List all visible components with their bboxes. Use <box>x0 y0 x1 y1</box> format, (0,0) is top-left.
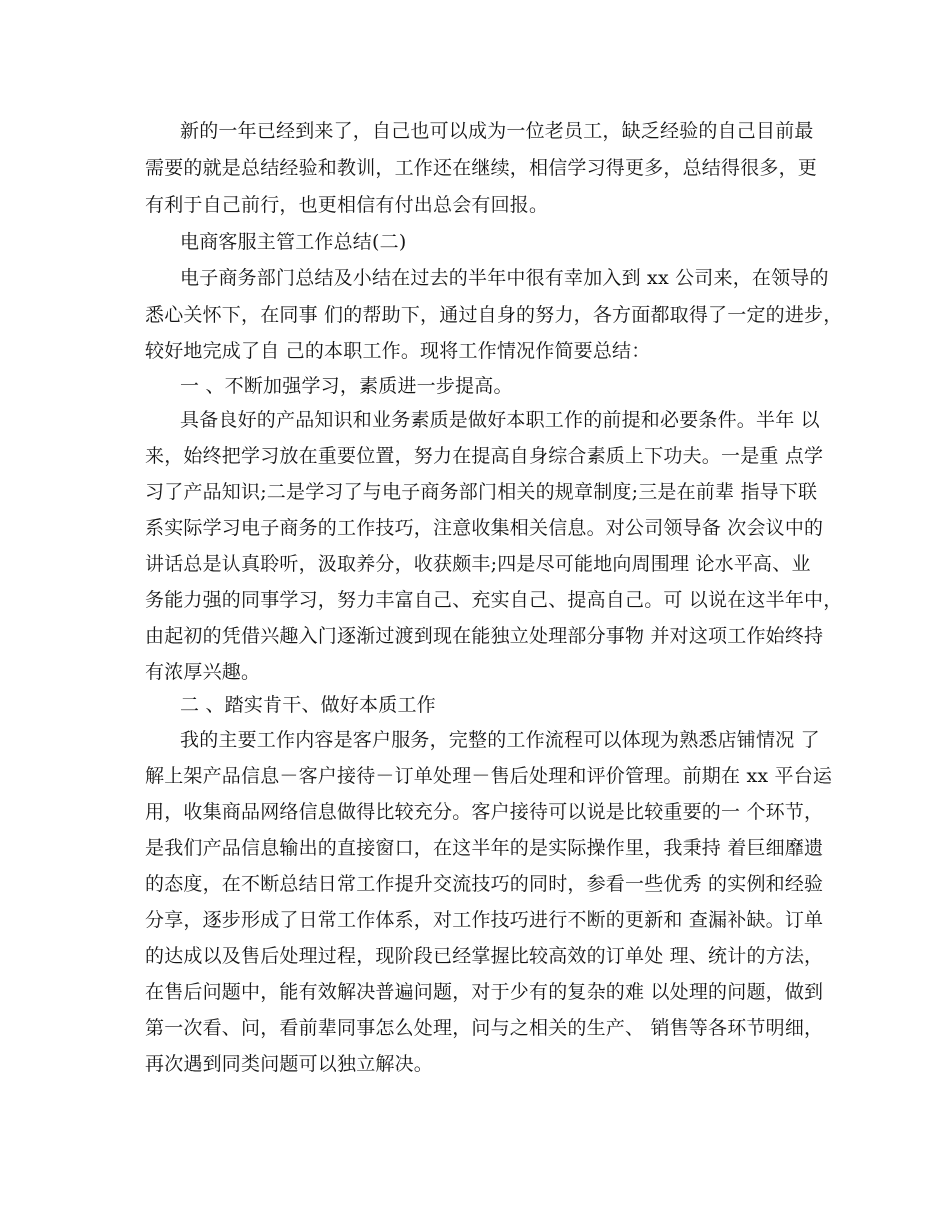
body-line-7: 较好地完成了自 己的本职工作。现将工作情况作简要总结： <box>145 340 651 362</box>
body-line-25: 在售后问题中，能有效解决普遍问题，对于少有的复杂的难 以处理的问题，做到 <box>145 981 824 1003</box>
subheading-1: 一 、不断加强学习，素质进一步提高。 <box>180 375 513 397</box>
body-line-21: 是我们产品信息输出的直接窗口，在这半年的是实际操作里，我秉持 着巨细靡遗 <box>145 837 824 859</box>
body-line-16: 有浓厚兴趣。 <box>145 661 261 683</box>
body-line-1: 新的一年已经到来了，自己也可以成为一位老员工，缺乏经验的自己目前最 <box>180 120 814 142</box>
body-line-19: 解上架产品信息－客户接待－订单处理－售后处理和评价管理。前期在 xx 平台运 <box>145 765 833 787</box>
subheading-2: 二 、踏实肯干、做好本质工作 <box>180 694 436 716</box>
body-line-22: 的态度，在不断总结日常工作提升交流技巧的同时，参看一些优秀 的实例和经验 <box>145 873 824 895</box>
body-line-6: 悉心关怀下，在同事 们的帮助下，通过自身的努力，各方面都取得了一定的进步， <box>145 304 843 326</box>
body-line-24: 的达成以及售后处理过程，现阶段已经掌握比较高效的订单处 理、统计的方法， <box>145 945 824 967</box>
body-line-27: 再次遇到同类问题可以独立解决。 <box>145 1053 434 1075</box>
body-line-10: 来，始终把学习放在重要位置，努力在提高自身综合素质上下功夫。一是重 点学 <box>145 445 824 467</box>
body-line-12: 系实际学习电子商务的工作技巧，注意收集相关信息。对公司领导备 次会议中的 <box>145 517 824 539</box>
body-line-20: 用，收集商品网络信息做得比较充分。客户接待可以说是比较重要的一 个环节， <box>145 801 824 823</box>
body-line-13: 讲话总是认真聆听，汲取养分，收获颇丰;四是尽可能地向周围理 论水平高、业 <box>145 553 811 575</box>
body-line-2: 需要的就是总结经验和教训，工作还在继续，相信学习得更多，总结得很多，更 <box>145 157 818 179</box>
body-line-14: 务能力强的同事学习，努力丰富自己、充实自己、提高自己。可 以说在这半年中， <box>145 589 843 611</box>
body-line-18: 我的主要工作内容是客户服务，完整的工作流程可以体现为熟悉店铺情况 了 <box>180 729 820 751</box>
body-line-11: 习了产品知识;二是学习了与电子商务部门相关的规章制度;三是在前辈 指导下联 <box>145 481 818 503</box>
body-line-26: 第一次看、问，看前辈同事怎么处理，问与之相关的生产、 销售等各环节明细， <box>145 1017 824 1039</box>
body-line-23: 分享，逐步形成了日常工作体系，对工作技巧进行不断的更新和 查漏补缺。订单 <box>145 909 824 931</box>
body-line-9: 具备良好的产品知识和业务素质是做好本职工作的前提和必要条件。半年 以 <box>180 409 820 431</box>
section-title: 电商客服主管工作总结(二) <box>180 231 407 253</box>
body-line-5: 电子商务部门总结及小结在过去的半年中很有幸加入到 xx 公司来，在领导的 <box>180 267 829 289</box>
body-line-15: 由起初的凭借兴趣入门逐渐过渡到现在能独立处理部分事物 并对这项工作始终持 <box>145 625 824 647</box>
body-line-3: 有利于自己前行，也更相信有付出总会有回报。 <box>145 194 549 216</box>
